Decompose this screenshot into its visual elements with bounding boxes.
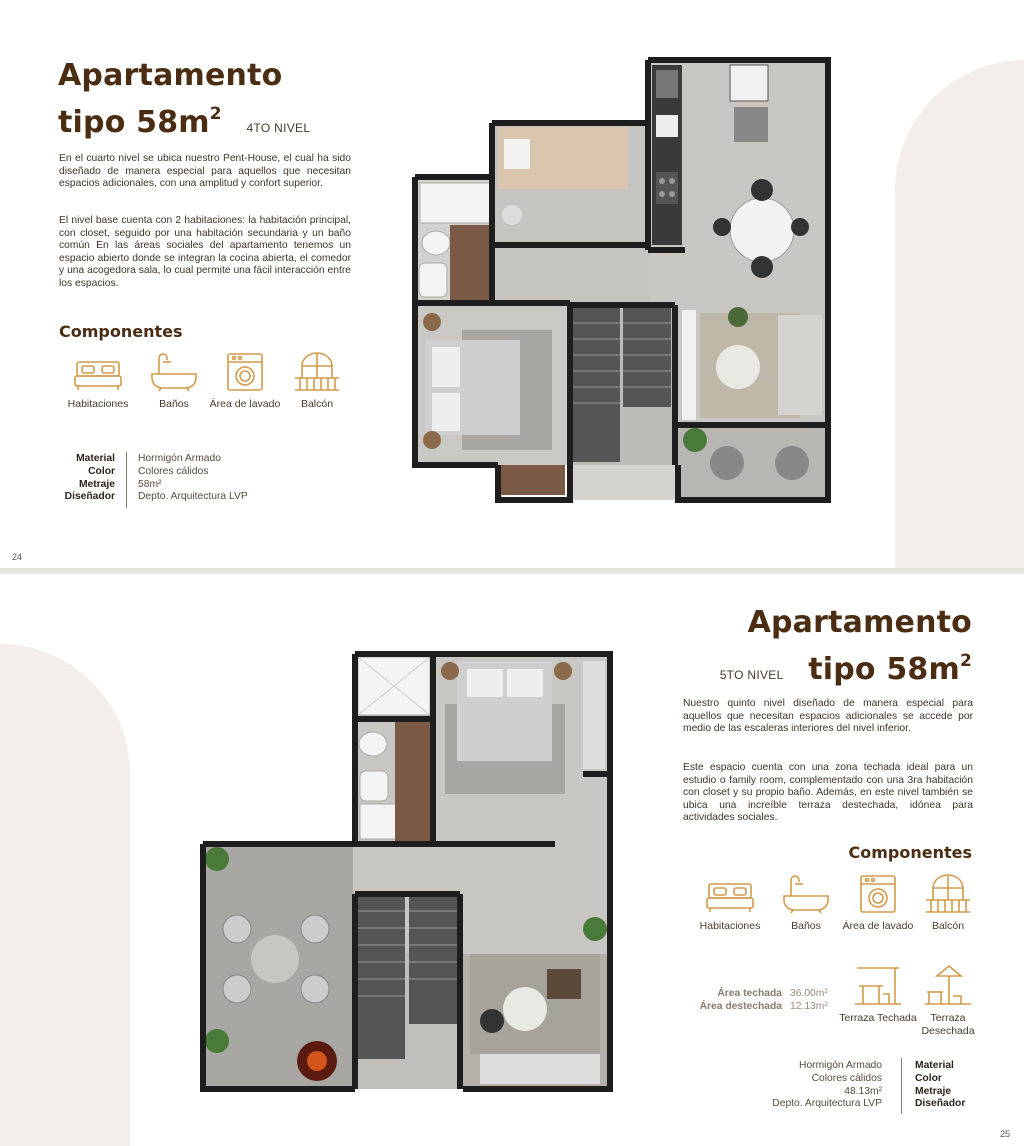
spec-keys: [40, 453, 115, 504]
spec-key-color: Color: [88, 465, 115, 477]
spec-key-material: Material: [915, 1060, 954, 1071]
spec-values: [700, 1060, 882, 1111]
level-label: 4TO NIVEL: [246, 121, 311, 135]
spec-value-disenador: Depto. Arquitectura LVP: [772, 1098, 882, 1110]
spec-value-color: Colores cálidos: [138, 465, 209, 477]
area-value-destechada: 12.13m²: [790, 1000, 828, 1012]
component-label: Terraza Desechada: [921, 1012, 975, 1037]
balcony-icon: [292, 352, 342, 392]
component-label: Área de lavado: [842, 920, 914, 932]
component-balcon: [903, 874, 993, 933]
area-value-techada: 36.00m²: [790, 988, 828, 999]
brochure-page-25: [0, 574, 1024, 1146]
bathtub-icon: [149, 352, 199, 392]
page-title: [58, 57, 310, 147]
spec-value-material: Hormigón Armado: [138, 453, 221, 464]
component-label: Habitaciones: [67, 398, 129, 410]
intro-paragraph: Nuestro quinto nivel diseñado de manera especial para aquellos que necesitan espacios adicionales se accede por medio de las escaleras interiores del nivel inferior.: [683, 698, 973, 735]
spec-keys: [915, 1060, 990, 1111]
washer-icon: [220, 352, 270, 392]
spec-key-disenador: Diseñador: [915, 1098, 966, 1110]
decorative-arc: [895, 60, 1024, 568]
decorative-arc: [0, 644, 130, 1146]
title-superscript: 2: [209, 104, 222, 124]
spec-key-color: Color: [915, 1072, 942, 1084]
title-line-2: tipo 58m: [58, 105, 210, 140]
open-terrace-icon: [923, 964, 973, 1006]
component-terraza-desechada: [903, 964, 993, 1037]
area-labels: [670, 988, 782, 1014]
spec-value-disenador: Depto. Arquitectura LVP: [138, 491, 248, 503]
component-label: Baños: [159, 398, 189, 410]
spec-values: [138, 453, 318, 504]
level-label: 5TO NIVEL: [719, 668, 784, 682]
spec-divider: [126, 452, 127, 508]
description-paragraph: El nivel base cuenta con 2 habitaciones: la habitación principal, con closet, seguido por una habitación secundaria y un baño común En las áreas sociales del apartamento tenemos un espacio abierto donde se integran la cocina abierta, el comedor y una acogedora sala, lo cual permite una fácil interacción entre los espacios.: [59, 215, 351, 289]
bathroom: [358, 657, 433, 841]
covered-terrace-icon: [853, 964, 903, 1006]
title-line-1: Apartamento: [58, 58, 283, 93]
area-label-techada: Área techada: [717, 988, 782, 999]
floor-plan-level-5: [195, 649, 620, 1099]
page-title: [720, 604, 972, 694]
page-number: 24: [12, 552, 23, 562]
title-line-1: Apartamento: [747, 605, 972, 640]
component-balcon: [272, 352, 362, 411]
washer-icon: [853, 874, 903, 914]
brochure-page-24: [0, 0, 1024, 568]
floor-plan-level-4: [410, 55, 835, 505]
page-number: 25: [1000, 1129, 1011, 1139]
spec-key-disenador: Diseñador: [64, 491, 115, 503]
spec-key-metraje: Metraje: [915, 1085, 952, 1097]
component-label: Área de lavado: [209, 398, 281, 410]
bed-icon: [73, 352, 123, 392]
spec-divider: [901, 1058, 902, 1114]
component-label: Terraza Techada: [839, 1012, 917, 1024]
component-label: Balcón: [931, 920, 965, 932]
living-area: [682, 307, 822, 420]
components-title: Componentes: [848, 843, 972, 862]
spec-key-material: Material: [76, 453, 115, 464]
bathroom: [419, 183, 490, 300]
title-superscript: 2: [959, 651, 972, 671]
spec-key-metraje: Metraje: [78, 478, 115, 490]
description-paragraph: Este espacio cuenta con una zona techada ideal para un estudio o family room, complementado con una 3ra habitación con closet y su propio baño. Además, en este nivel también se ubica una increíble terraza destechada, idónea para actividades sociales.: [683, 762, 973, 824]
intro-paragraph: En el cuarto nivel se ubica nuestro Pent-House, el cual ha sido diseñado de manera especial para aquellos que necesitan espacios adicionales, con una amplitud y confort superior.: [59, 153, 351, 190]
spec-value-material: Hormigón Armado: [799, 1060, 882, 1071]
area-label-destechada: Área destechada: [699, 1000, 782, 1012]
components-title: Componentes: [59, 322, 183, 341]
balcony-icon: [923, 874, 973, 914]
spec-value-metraje: 58m²: [138, 478, 162, 490]
component-label: Habitaciones: [699, 920, 761, 932]
spec-value-metraje: 48.13m²: [844, 1085, 882, 1097]
bathtub-icon: [781, 874, 831, 914]
component-label: Baños: [791, 920, 821, 932]
component-label: Balcón: [300, 398, 334, 410]
title-line-2: tipo 58m: [808, 652, 960, 687]
bed-icon: [705, 874, 755, 914]
spec-value-color: Colores cálidos: [811, 1072, 882, 1084]
